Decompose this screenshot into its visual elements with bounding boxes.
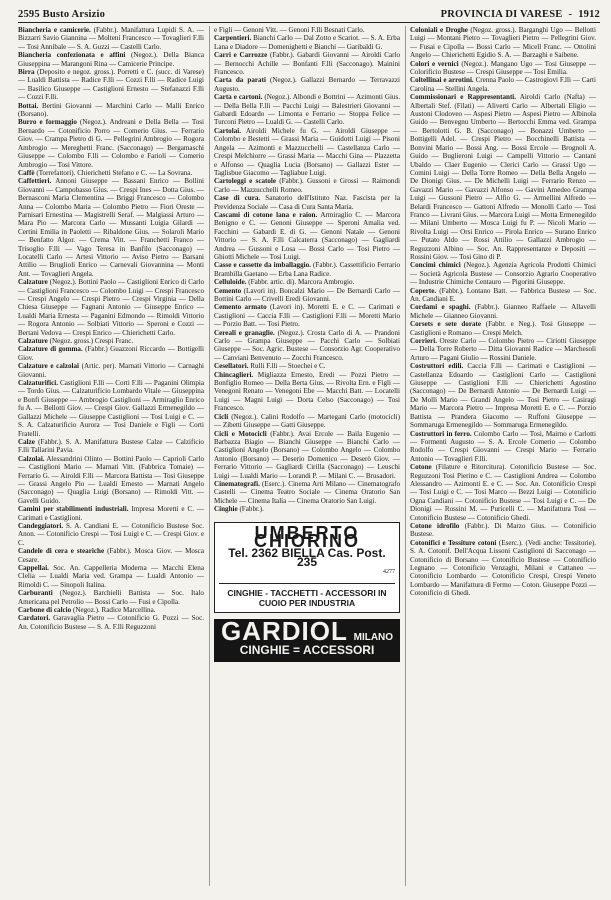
entry-text: (Eserc.). Cinema Arti Milano — Cinematografo Castelli — Cinema Teatro Sociale — Cinema Oratorio San Michele — Cinema Italia — Cinema Oratorio San Luigi. bbox=[214, 479, 400, 505]
header-left bbox=[18, 9, 105, 20]
entry-text: (Negoz.). Albondi e Bottrini — Azimonti Gius. — Della Bella F.lli — Pacchi Luigi — Balestrieri Giovanni — Gabardi Edoardo — Limonta e Ferrario — Stoppa Felice — Turconi Pietro — Lualdi G. — Castelli Carlo. bbox=[214, 93, 400, 127]
entry-text: Airoldi Carlo (Nafta) — Albertali Stef. (Filati) — Aliverti Carlo — Albertali Eligio — Austoni Clodoveo — Aspesi Pietro — Aspesi Pietro — Albinola Guido — Benvegnu Umberto — Bertocchi Emma ved. Grampa — Bertolotti G. B. (Sacconago) — Bonazzi Umberto — Bottigelli Adel. — Crespi Pietro — Bocchinelli Battista — Bonvini Mario — Bossi Ang. — Bossi Ercole — Brognoli A. Guido — Buglieroni Luigi — Campelli Vittorio — Cantani Ubaldo — Claer Eugenio — Clerici Carlo — Grassi Ugo — Comini Luigi — Della Torre Romeo — Della Bella Angelo — De Dionigi Gius. — De Michelli Luigi — Ferrario Renzo — Gavazzi Mario — Gavazzi Alfonso — Gavini Amedeo Grampa Luigi — Gussoni Pietro — Alfio G. — Armellini Alfredo — Belardi Francesco — Gattoni Alfredo — Monolli Carlo — Tosi Franco — Livrani Gius. — Marcora Luigi — Motta Ermenegildo — Milani Umberto — Mosca Luigi fu P. — Nicoli Mario — Rivolta Luigi — Orsi Enrico — Pirola Enrico — Surano Enrico — Putato Aldo — Rossi Attilio — Gallazzi Ambrogio — Reguzzoni Albino — Soc. An. Rappresentanze e Depositi — Rossini Giov. — Tosi Gino di P. bbox=[410, 93, 596, 261]
entry-heading: Cotone bbox=[410, 463, 432, 472]
year: 1912 bbox=[578, 8, 600, 20]
directory-entry bbox=[18, 68, 204, 102]
entry-text: (Fabbr.). bbox=[239, 505, 264, 514]
column-divider bbox=[405, 26, 406, 886]
directory-entry bbox=[18, 177, 204, 278]
entry-heading: Cinematografi. bbox=[214, 479, 260, 488]
entry-heading: Corrieri. bbox=[410, 337, 437, 346]
entry-text: (Negoz.). Bottini Paolo — Castiglioni Enrico di Carlo — Castiglioni Francesco — Colombo Luigi — Crespi Francesco — Crespi Angelo — Crespi Pietro — Crespi Virginia — Della Chiesa Giuseppe — Fagnani Antonio — Giuseppe Enrico — Lualdi Maria Ernesta — Paganini Edmondo — Rimoldi Vittorio — Rogora Antonio — Solbiati Vittorio — Speroni e Cozzi — Bertani Vedova — Crespi Enrico — Chierichetti Carlo. bbox=[18, 278, 204, 337]
directory-entry bbox=[18, 589, 204, 606]
directory-entry bbox=[214, 76, 400, 93]
directory-entry bbox=[410, 303, 596, 320]
entry-heading: Cinghie bbox=[214, 505, 238, 514]
entry-text: Airoldi Michele fu G. — Airoldi Giuseppe — Colombo e Bestetti — Grassi Maria — Guidotti Luigi — Pisoni Angela — Azimonti e Mazzucchelli — Castellanza Carlo — Crespi Melchiorre — Grassi Maria — Macchi Gina — Plazzetta e Alfonso — Quaglia Lucia (Borsano) — Gallazzi Ester — Taglisbue Giacomo — Tagliabue Luigi. bbox=[214, 126, 400, 177]
entry-heading: Calze bbox=[18, 437, 35, 446]
entry-text: (Eserc.). (Vedi anche: Tessitorie). S. A. Cotonif. Dell'Acqua Lissoni Castiglioni di Sacconago — Cotonificio di Borsano — Cotonificio Bustese — Cotonificio Legnano — Cotonificio Venzaghi, Milani e Cattaneo — Cotonificio Lombardo — Cotonificio Crespi, Crespi Veneto Lombardo — Manifattura di Fermo — Coton. Giuseppe Pozzi — Cotonificio di Ghedi. bbox=[410, 538, 596, 598]
entry-heading: Candele di cera e steariche bbox=[18, 547, 105, 556]
directory-entry bbox=[18, 362, 204, 379]
column-3 bbox=[410, 26, 596, 890]
entry-text: (Negoz.). Della Bianca Giuseppina — Marangoni Rina — Camicerie Principe. bbox=[18, 51, 204, 68]
directory-entry bbox=[18, 379, 204, 438]
entry-heading: Celluloide. bbox=[214, 278, 247, 287]
entry-text: (Negoz.). Mangano Ugo — Tosi Giuseppe — Colorificio Bustese — Crespi Giuseppe — Tosi Emilia. bbox=[410, 59, 596, 77]
column-1 bbox=[18, 26, 204, 890]
column-divider bbox=[209, 26, 210, 886]
entry-text: (Fabbr.). S. A. Manifattura Bustese Calze — Calzificio F.lli Tallarini Pavia. bbox=[18, 437, 204, 455]
entry-text: Soc. An. Cappelleria Moderna — Macchi Elena Clelia — Lualdi Maria ved. Grampa — Lualdi Antonio — Rimoldi C. — Sinopoli Italina. bbox=[18, 564, 204, 589]
entry-heading: Cartolai. bbox=[214, 126, 241, 135]
entry-text: Bianchi Carlo — Dal Zotto e Scariot. — S. A. Erba Lana e Diadore — Domenighetti e Bianchi — Garibaldi G. bbox=[214, 34, 400, 51]
directory-entry bbox=[18, 455, 204, 505]
entry-text: Rulli F.lli — Stoechei e C. bbox=[250, 362, 326, 371]
entry-text: (Fabbr.). Gianneo Raffaele — Allavelli Michele — Gianneo Giovanni. bbox=[410, 303, 596, 320]
entry-heading: Birra bbox=[18, 68, 35, 77]
entry-text: (Fabbr.). Mosca Giov. — Mosca Cesare. bbox=[18, 547, 204, 564]
header-separator: - bbox=[568, 8, 573, 20]
entry-heading: Cicli bbox=[214, 412, 229, 421]
directory-entry bbox=[18, 345, 204, 362]
entry-heading: Carburanti bbox=[18, 589, 53, 598]
entry-heading: Cereali e granaglie. bbox=[214, 328, 275, 337]
directory-entry bbox=[410, 362, 596, 429]
entry-heading: Cappellai. bbox=[18, 564, 49, 572]
entry-heading: Cardatori. bbox=[18, 614, 51, 623]
entry-text: (Lavori in). Boncalzi Mario — De Bernardi Carlo — Bottini Carlo — Crivelli Eredi Giovanni. bbox=[214, 286, 400, 303]
entry-text: (Negoz.). Calini Rodolfo — Martegani Carlo (motocicli) — Zibetti Giuseppe — Gatti Giuseppe. bbox=[214, 412, 400, 430]
directory-entry bbox=[18, 102, 204, 119]
entry-text: Bertini Giovanni — Marchini Carlo — Malli Enrico (Borsano). bbox=[18, 101, 204, 119]
advert-city: MILANO bbox=[353, 631, 394, 643]
entry-heading: Coloniali e Droghe bbox=[410, 26, 468, 34]
directory-entry bbox=[214, 93, 400, 127]
directory-entry bbox=[18, 547, 204, 564]
entry-heading: Candeggiatori. bbox=[18, 521, 64, 530]
advert-code: 4277 bbox=[383, 569, 395, 576]
entry-heading: Cotonifici e Tessiture cotoni bbox=[410, 538, 497, 547]
directory-entry bbox=[18, 118, 204, 168]
entry-heading: Caffè bbox=[18, 168, 35, 177]
entry-heading: Corsets e sete dorate bbox=[410, 320, 482, 329]
entry-text: (Fabbr. e Neg.). Tosi Giuseppe — Castiglioni e Romano — Crespi Melch. bbox=[410, 320, 596, 337]
entry-text: Sanatorio dell'Istituto Naz. Fascista per la Previdenza Sociale — Casa di Cura Santa Maria. bbox=[214, 194, 400, 211]
province-name: PROVINCIA DI VARESE bbox=[440, 8, 563, 20]
directory-entry bbox=[410, 287, 596, 304]
entry-heading: Calzolai. bbox=[18, 454, 45, 463]
directory-entry bbox=[18, 614, 204, 631]
directory-entry bbox=[410, 93, 596, 261]
entry-heading: Cotone idrofilo bbox=[410, 521, 460, 530]
directory-entry bbox=[18, 564, 204, 589]
entry-heading: Chincaglieri. bbox=[214, 370, 254, 379]
directory-entry bbox=[410, 430, 596, 464]
entry-text: e Figli — Genoni Vitt. — Genoni F.lli Besnati Carlo. bbox=[214, 26, 365, 34]
entry-text: Colombo Carlo — Tosi, Mairno e Carlotti — Formenti Augusto — S. A. Ercole Comerio — Colombo Rodolfo — Crespi Giovanni — Crespi Mario — Ferrario Antonio — Tovaglieri F.lli. bbox=[410, 429, 596, 463]
entry-heading: Carta e cartoni. bbox=[214, 93, 263, 102]
entry-text: (Deposito e negoz. gross.). Porretti e C. (succ. di Varese) — Lualdi Battista — Radice F.lli — Cozzi F.lli — Radice Luigi — Basilico Giuseppe — Castiglioni Ernesto — Stefanazzi F.lli — Cozzi F.lli. bbox=[18, 68, 204, 102]
chiorino-advert bbox=[214, 522, 400, 613]
entry-text: (Fabbr.). Lontano Batt. — Fabbrica Bustese — Soc. An. Candiani E. bbox=[410, 286, 596, 303]
entry-text: (Lavori in). Moretti E. e C. — Carimati e Castiglioni — Caccia F.lli — Castiglioni F.lli — Moretti Mario — Porzio Batt. — Tosi Pietro. bbox=[214, 303, 400, 329]
directory-entry bbox=[214, 329, 400, 363]
entry-text: (Fabbr.). Gussoni e Grossi — Raimondi Carlo — Mazzucchelli Romeo. bbox=[214, 177, 400, 194]
column-2 bbox=[214, 26, 400, 890]
entry-text: Crenna Paolo — Castrogiovi F.lli — Carti Carolina — Stellini Angela. bbox=[410, 76, 596, 93]
entry-heading: Coperte. bbox=[410, 286, 437, 295]
entry-heading: Cemento armato bbox=[214, 303, 267, 312]
entry-heading: Calzaturifici. bbox=[18, 379, 58, 388]
entry-heading: Casse e cassette da imballaggio. bbox=[214, 261, 311, 270]
entry-text: Migliazza Ernesto, Eredi — Pozzi Pietro — Bonfiglio Romeo — Della Berta Gius. — Rivolta Ern. e Figli — Venegoni Renato — Venegoni Ebe — Macchi Batt. — Locatelli Luigi — Magni Luigi — Dorta Celso (Sacconago) — Tosi Francesco. bbox=[214, 370, 400, 413]
entry-text: Alessandrini Olinto — Bottini Paolo — Caprioli Carlo — Castiglioni Mario — Marnati Vitt. (Fabbrica Tomaie) — Ferrario G. — Airoldi F.lli — Marcora Battista — Tosi Giuseppe — Grassi Angelo Pio — Lualdi Ernesto — Marnati Angelo (Sacconago) — Quaglia Luigi (Borsano) — Rimoldi Vitt. — Gavelli Guido. bbox=[18, 454, 204, 505]
entry-text: (Negoz. gross.) Crespi Franc. bbox=[49, 337, 134, 346]
directory-page bbox=[18, 6, 600, 894]
entry-text: (Filature e Ritorcitura). Cotonificio Bustese — Soc. Reguzzoni Tosi Pierino e C. — Castiglioni Andrea — Colombo Alessandro — Azimonti E. e C. — Soc. An. Cotonificio Crespi — Tosi Luigi e C. — Tosi Marco — Bezzi Luigi — Cotonificio Ogna Candiani — Cotonificio Bustese — Tosi Luigi e C. — De Dionigi — Rossini M. — Puricelli C. — Manifattura Tosi — Cotonificio Bustese — Cotonificio Ghedi. bbox=[410, 463, 596, 522]
directory-entry bbox=[18, 438, 204, 455]
entry-heading: Biancheria confezionata e affini bbox=[18, 51, 126, 60]
advert-brand: GARDIOL bbox=[220, 615, 348, 646]
directory-entry bbox=[214, 362, 400, 370]
directory-entry bbox=[18, 505, 204, 522]
entry-heading: Cemento bbox=[214, 286, 242, 295]
directory-entry bbox=[214, 278, 400, 286]
entry-heading: Case di cura. bbox=[214, 194, 261, 203]
entry-text: (Fabbr.). Di Marzo Gius. — Cotonificio Bustese. bbox=[410, 521, 596, 539]
entry-heading: Caffettieri. bbox=[18, 177, 52, 186]
page-header bbox=[18, 6, 600, 23]
directory-entry bbox=[214, 287, 400, 304]
directory-entry bbox=[214, 430, 400, 480]
directory-entry bbox=[410, 76, 596, 93]
directory-entry bbox=[18, 337, 204, 345]
entry-heading: Costruttori edili. bbox=[410, 362, 464, 371]
directory-entry bbox=[214, 303, 400, 328]
entry-text: (Fabbr.). Cassettificio Ferrario Brambilla Gaetano — Erba Lana Radice. bbox=[214, 261, 400, 278]
directory-entry bbox=[214, 211, 400, 261]
directory-entry bbox=[214, 371, 400, 413]
column-2-entries bbox=[214, 26, 400, 514]
entry-text: (Negoz.). Agenzia Agricola Prodotti Chimici — Società Agricola Bustese — Consorzio Agrario Cooperativo — Industrie Chimiche Centauro — Pigorini Giuseppe. bbox=[410, 261, 596, 287]
entry-heading: Calzature e calzolai bbox=[18, 362, 80, 371]
entry-heading: Carta da parati bbox=[214, 76, 266, 85]
entry-text: Castiglioni F.lli — Corti F.lli — Paganini Olimpia — Tordo Gius. — Calzaturificio Lombardo Vitale — Giuseppina e Bonfi Giuseppe — Ambrogio Castiglioni — Armiraglio Enrico fu A. — Bellotti Giov. — Crespi Giov. Gallazzi Ermenegildo — Gallazzi Michele — Giuseppe Castiglioni — Tosi Luigi e C. — S. A. Calzaturificio Aurora — Tosi Daniele e Figli — Corti Fratelli. bbox=[18, 379, 204, 438]
entry-heading: Camini per stabilimenti industriali. bbox=[18, 505, 129, 514]
entry-heading: Coltellinai e arrotini. bbox=[410, 76, 474, 85]
directory-entry bbox=[214, 194, 400, 211]
advert-company-name: UMBERTO CHIORINO bbox=[254, 522, 360, 551]
entry-heading: Commissionari e Rappresentanti. bbox=[410, 93, 517, 102]
entry-heading: Cordami e spaghi. bbox=[410, 303, 471, 312]
entry-heading: Carpentieri. bbox=[214, 34, 252, 43]
directory-entry bbox=[214, 127, 400, 177]
entry-heading: Biancheria e camicerie. bbox=[18, 26, 91, 34]
directory-entry bbox=[214, 177, 400, 194]
directory-entry bbox=[214, 34, 400, 51]
directory-entry bbox=[18, 169, 204, 177]
advert-contact: Tel. 2362 BIELLA Cas. Post. 235 bbox=[228, 546, 386, 569]
entry-heading: Calzature bbox=[18, 278, 48, 287]
columns bbox=[18, 26, 600, 890]
entry-heading: Bottai. bbox=[18, 101, 39, 110]
entry-heading: Calzature di gomma. bbox=[18, 345, 83, 354]
directory-entry bbox=[214, 51, 400, 76]
entry-text: Armiraglio C. — Marcora Benigno e C. — Genoni Giuseppe — Speroni Amalia ved. Facchini — Gabardi E. di G. — Genoni Natale — Genoni Vittorio — S. A. F.lli Calcaterra (Sacconago) — Gagliardi Andrea — Gussoni e Losa — Bossi Carlo — Tosi Pietro — Ghiotti Michele — Tosi Luigi. bbox=[214, 210, 400, 261]
entry-text: (Fabbr.). Gabardi Giovanni — Airoldi Carlo — Bernocchi Achille — Bonfanti F.lli (Sacconago). Mainini Francesco. bbox=[214, 51, 400, 77]
entry-text: (Artic. per). Marnati Vittorio — Carnaghi Giovanni. bbox=[18, 362, 204, 379]
entry-text: Annoni Giuseppe — Bassani Enrico — Bollini Giovanni — Campobasso Gius. — Crespi Ines — Dotta Gius. — Bernasconi Maria Clementina — Briggi Francesco — Colombo Anna — Colombo Maria — Colombo Pietro — Fiori Oreste — Parnisari Ernestina — Magistrelli Seraf. — Malgiassi Arturo — Mara Pio — Marcora Carlo — Mussanti Luigia Gilardi — Certini Emilia in Paoletti — Ribaldone Gius. — Solaroli Mario — Benfatto Algor. — Crema Vitt. — Franchetti Franco — Trisoglio F.lli — Vago Teresa in Banfilo (Sacconago) — Locatelli Carlo — Artesi Vittorio — Aviso Pietro — Barsani Attilio — Bruglioli Enrico — Carnevali Giovannina — Monti Ant. — Tovaglieri Angela. bbox=[18, 177, 204, 278]
entry-heading: Concimi chimici bbox=[410, 261, 461, 270]
entry-text: Caccia F.lli — Carimati e Castiglioni — Castellanza Edoardo — Castiglioni Carlo — Castiglioni Giuseppe — Castiglioni F.lli — Chierichetti Agostino (Sacconago) — De Bernardi Antonio — De Bernardi Luigi — De Molli Mario — Grandi Angelo — Tosi Pietro — Casiragi Mario — Marcora Pietro — Impresa Moretti E. e C. — Porzio Battista — Prandera Giacomo — Ruffoni Giuseppe — Sommaruga Ermenegildo — Sommaruga Ermenegildo. bbox=[410, 362, 596, 430]
directory-entry bbox=[18, 606, 204, 614]
directory-entry bbox=[214, 261, 400, 278]
entry-heading: Calzature bbox=[18, 337, 48, 346]
directory-entry bbox=[214, 505, 400, 513]
entry-heading: Cicli e Motocicli bbox=[214, 429, 267, 438]
entry-text: (Torrefattori). Chierichetti Stefano e C. — La Sovrana. bbox=[36, 168, 193, 177]
directory-entry bbox=[410, 539, 596, 598]
entry-text: Impresa Moretti e C. — Carimati e Castiglioni. bbox=[18, 505, 204, 522]
entry-text: Oreste Carlo — Colombo Pietro — Ciriotti Giuseppe — Della Torre Roberto — Ditta Giovanni Radice — Marchesoli Arturo — Pagani Giulio — Rossini Daniele. bbox=[410, 337, 596, 362]
directory-entry bbox=[410, 463, 596, 522]
header-right bbox=[441, 9, 600, 20]
directory-entry bbox=[18, 51, 204, 68]
entry-heading: Cartoleggi e scatole bbox=[214, 177, 277, 186]
entry-heading: Cascami di cotone lana e raion. bbox=[214, 210, 318, 219]
directory-entry bbox=[214, 413, 400, 430]
town-name: Busto Arsizio bbox=[42, 8, 106, 20]
directory-entry bbox=[214, 26, 400, 34]
entry-text: (Fabbr.) Guazzoni Riccardo — Bottigelli Giov. bbox=[18, 345, 204, 362]
directory-entry bbox=[18, 26, 204, 51]
entry-text: (Fabbr. artic. di). Marcora Ambrogio. bbox=[248, 278, 355, 287]
directory-entry bbox=[410, 320, 596, 337]
entry-text: (Fabbr.). Manifattura Lupidi S. A. — Bizzarri Savio Giannina — Molteni Francesco — Tovaglieri F.lli — Tosi Annibale — S. A. Guzzi — Castelli Carlo. bbox=[18, 26, 204, 51]
entry-text: (Negoz.). Crosta Carlo di A. — Prandoni Carlo — Grampa Giuseppe — Pacchi Carlo — Solbiati Giuseppe — Soc. Agric. Bustese — Consorzio Agr. Cooperativo — Canviani Benvenuto — Zocchi Francesco. bbox=[214, 328, 400, 362]
entry-text: (Negoz. gross.). Barganghi Ugo — Bellotti Luigi — Montani Pietro — Tovaglieri Pietro — Pellegrini Giov. — Fusai e Cipolla — Bossi Carlo — Micell Franc. — Ottolini Angelo — Chierichetti Egidio S. A. — Barzaghi e Saibene. bbox=[410, 26, 596, 60]
directory-entry bbox=[410, 261, 596, 286]
directory-entry bbox=[18, 522, 204, 547]
entry-text: Garavaglia Pietro — Cotonificio G. Pozzi — Soc. An. Cotonificio Bustese — S. A. F.lli Reguzzoni bbox=[18, 614, 204, 631]
page-number: 2595 bbox=[18, 8, 40, 20]
entry-text: (Negoz.). Gallazzi Bernardo — Terravazzi Augusto. bbox=[214, 76, 400, 93]
entry-heading: Colori e vernici bbox=[410, 59, 459, 68]
entry-text: (Negoz.). Radice Marcellina. bbox=[72, 606, 156, 615]
advert-slogan: CINGHIE = ACCESSORI bbox=[239, 643, 375, 657]
entry-heading: Carri e Carrozze bbox=[214, 51, 268, 60]
directory-entry bbox=[214, 480, 400, 505]
gardiol-advert bbox=[214, 615, 400, 663]
entry-text: S. A. Candiani E. — Cotonificio Bustese Soc. Anon. — Cotonificio Crespi — Tosi Luigi e C. — Crespi Giov. e C. bbox=[18, 521, 204, 547]
entry-heading: Carbone di calcio bbox=[18, 606, 72, 615]
advert-tagline: CINGHIE - TACCHETTI - ACCESSORI IN CUOIO PER INDUSTRIA bbox=[219, 583, 395, 608]
directory-entry bbox=[410, 60, 596, 77]
entry-text: (Negoz.). Barchielli Battista — Soc. Italo Americana pel Petrolio — Bossi Carlo — Fusi e Cipolla. bbox=[18, 589, 204, 606]
entry-heading: Cesellatori. bbox=[214, 362, 249, 371]
directory-entry bbox=[410, 522, 596, 539]
entry-text: (Negoz.). Andreani e Della Bella — Tosi Bernardo — Cotonificio Porro — Comerio Gius. — Ferrario Giov. — Crampa Pietro di G. — Pellegrini Ambrogio — Rogora Ambrogio — Mereghetti Franc. (Sacconago) — Bergamaschi Giuseppe — Colombo F.lli — Colombo e Farioli — Comerio Ambrogio — Tosi Vittore. bbox=[18, 118, 204, 169]
directory-entry bbox=[18, 278, 204, 337]
directory-entry bbox=[410, 26, 596, 60]
entry-heading: Costruttori in ferro. bbox=[410, 429, 472, 438]
directory-entry bbox=[410, 337, 596, 362]
entry-text: (Fabbr.). Avai Ercole — Baila Eugenio — Barbazza Biagio — Bianchi Giuseppe — Bianchi Carlo — Castiglioni Angelo (Borsano) — Colombo Angelo — Colombo Antonio (Borsano) — Deserio Domenico — Deserò Giov. — Ferrario Vittorio — Gagliardi Cirilla (Sacconago) — Leuschi Luigi — Lualdi Mario — Lorandi P. — Milani C. — Brusadori. bbox=[214, 429, 400, 480]
entry-heading: Burro e formaggio bbox=[18, 118, 77, 127]
